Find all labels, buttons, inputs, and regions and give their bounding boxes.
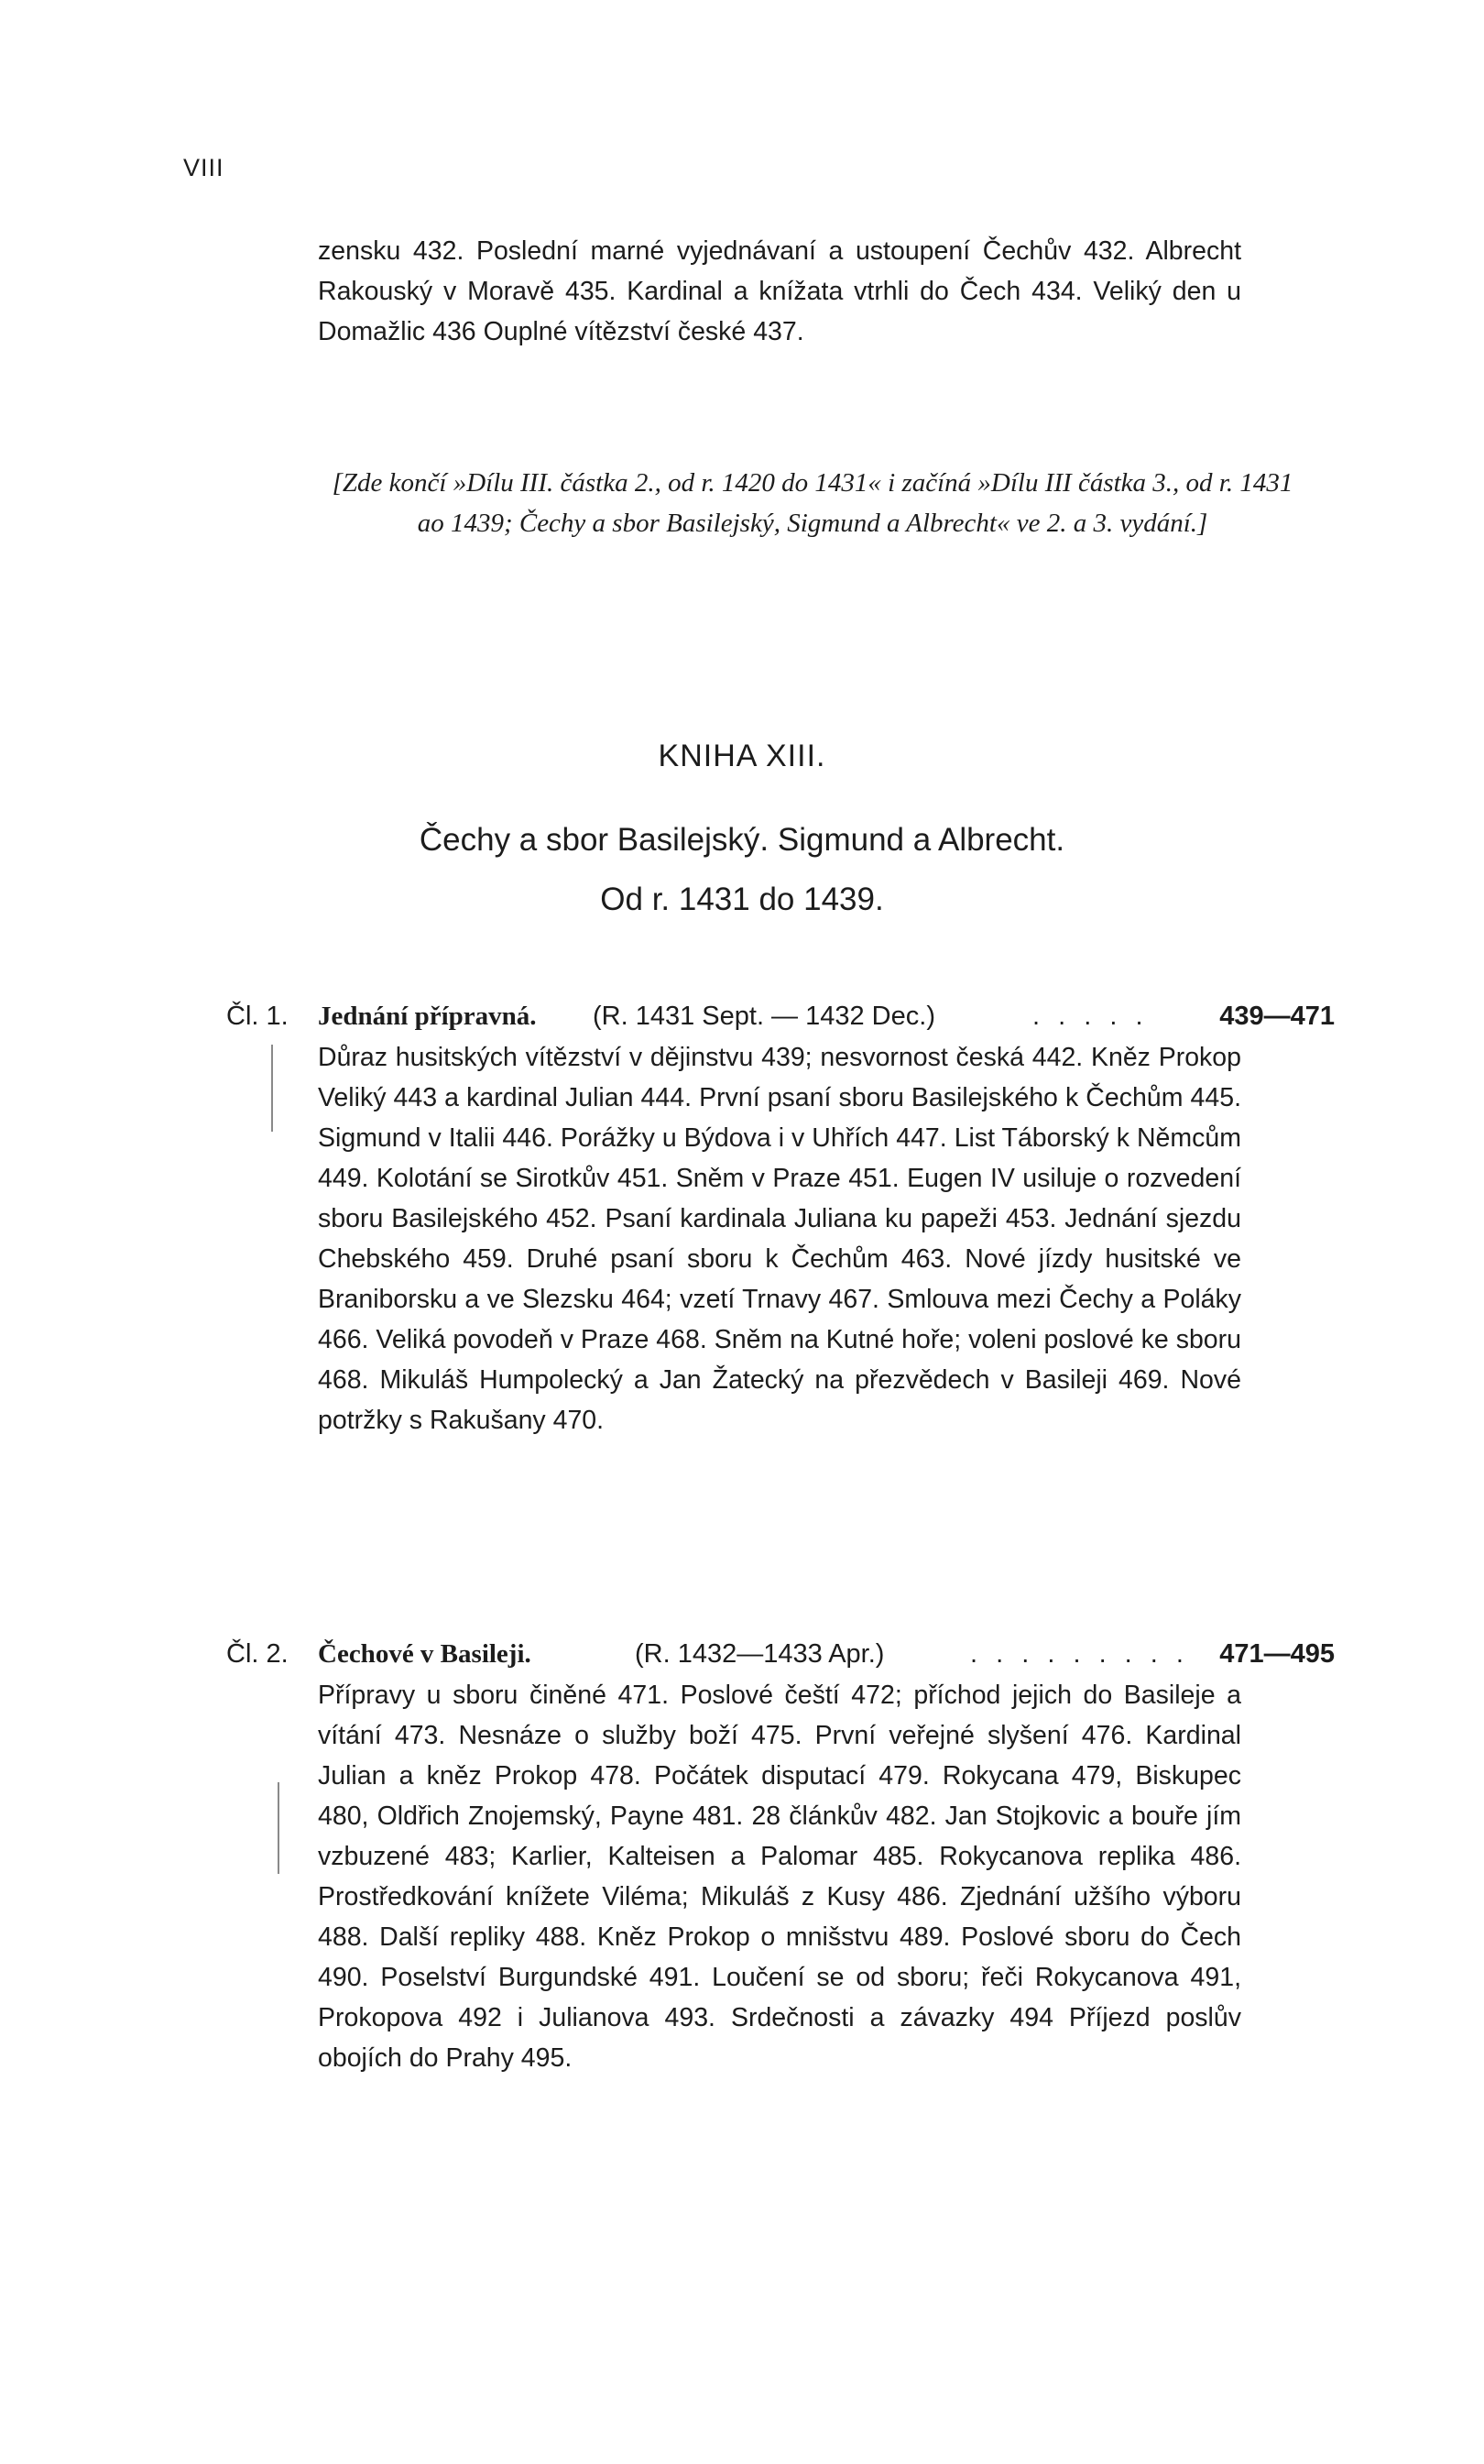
chapter-1-heading [226,995,1335,1037]
margin-pencil-mark [278,1782,279,1874]
editorial-note: [Zde končí »Dílu III. částka 2., od r. 1420 do 1431« i začíná »Dílu III částka 3., od r. 1431 ao 1439; Čechy a sbor Basilejský, Sigmund a Albrecht« ve 2. a 3. vydání.] [332,468,1293,538]
chapter-page-range: 471—495 [1219,1639,1335,1669]
book-subtitle: Čechy a sbor Basilejský. Sigmund a Albrecht. [419,822,1065,858]
chapter-title: Čechové v Basileji. [318,1639,531,1669]
leader-dots: . . . . . . . . . [970,1639,1189,1669]
chapter-1-summary: Důraz husitských vítězství v dějinstvu 439; nesvornost česká 442. Kněz Prokop Veliký 443 a kardinal Julian 444. První psaní sboru Basilejského k Čechům 445. Sigmund v Italii 446. Porážky u Býdova i v Uhřích 447. List Táborský k Němcům 449. Kolotání se Sirotkův 451. Sněm v Praze 451. Eugen IV usiluje o rozvedení sboru Basilejského 452. Psaní kardinala Juliana ku papeži 453. Jednání sjezdu Chebského 459. Druhé psaní sboru k Čechům 463. Nové jízdy husitské ve Braniborsku a ve Slezsku 464; vzetí Trnavy 467. Smlouva mezi Čechy a Poláky 466. Veliká povodeň v Praze 468. Sněm na Kutné hoře; voleni poslové ke sboru 468. Mikuláš Humpolecký a Jan Žatecký na přezvědech v Basileji 469. Nové potržky s Rakušany 470. [318,1043,1241,1435]
margin-pencil-mark [271,1045,273,1132]
chapter-page-range: 439—471 [1219,1002,1335,1031]
chapter-dates: (R. 1431 Sept. — 1432 Dec.) [593,1002,935,1031]
chapter-title: Jednání přípravná. [318,1002,537,1031]
chapter-number: Čl. 2. [226,1639,289,1669]
book-year-range: Od r. 1431 do 1439. [600,882,884,917]
chapter-2-heading [226,1633,1335,1675]
chapter-dates: (R. 1432—1433 Apr.) [635,1639,885,1669]
page-number: VIII [183,154,224,181]
book-title: KNIHA XIII. [658,739,826,773]
intro-paragraph: zensku 432. Poslední marné vyjednávaní a ustoupení Čechův 432. Albrecht Rakouský v Moravě 435. Kardinal a knížata vtrhli do Čech 434. Veliký den u Domažlic 436 Ouplné vítězství české 437. [318,236,1241,346]
leader-dots: . . . . . [1032,1002,1149,1031]
chapter-2-summary: Přípravy u sboru činěné 471. Poslové čeští 472; příchod jejich do Basileje a vítání 473. Nesnáze o služby boží 475. První veřejné slyšení 476. Kardinal Julian a kněz Prokop 478. Počátek disputací 479. Rokycana 479, Biskupec 480, Oldřich Znojemský, Payne 481. 28 článkův 482. Jan Stojkovic a bouře jím vzbuzené 483; Karlier, Kalteisen a Palomar 485. Rokycanova replika 486. Prostředkování knížete Viléma; Mikuláš z Kusy 486. Zjednání užšího výboru 488. Další repliky 488. Kněz Prokop o mnišstvu 489. Poslové sboru do Čech 490. Poselství Burgundské 491. Loučení se od sboru; řeči Rokycanova 491, Prokopova 492 i Julianova 493. Srdečnosti a závazky 494 Příjezd poslův obojích do Prahy 495. [318,1681,1241,2073]
chapter-number: Čl. 1. [226,1002,289,1031]
